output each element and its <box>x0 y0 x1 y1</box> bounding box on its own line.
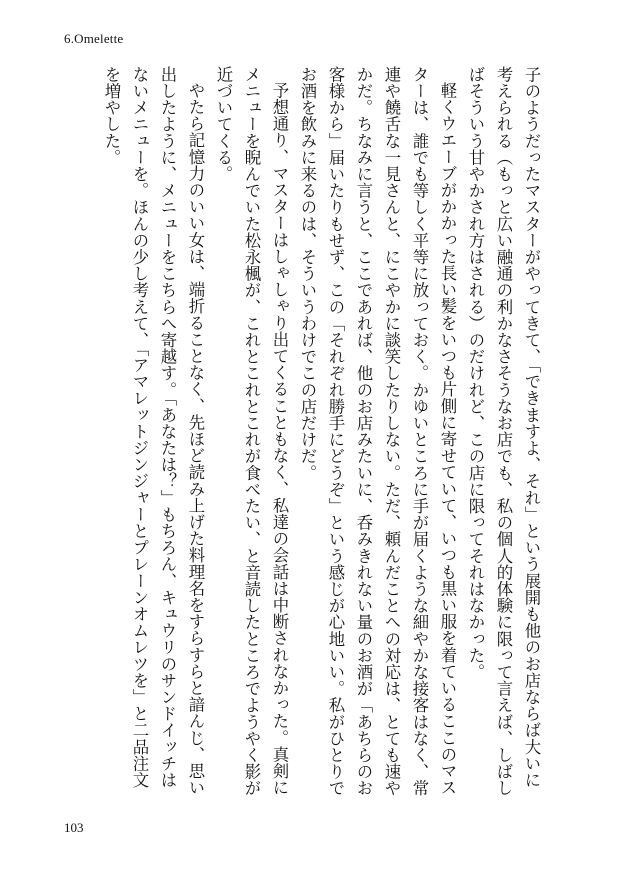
page-number: 103 <box>64 820 84 835</box>
paragraph-4: やたら記憶力のいい女は、端折ることなく、先ほど読み上げた料理名をすらすらと諳んじ、思い出したように、メニューをこちらへ寄越す。「あなたは？」もちろん、キュウリのサンドイッチはないメニューを。ほんの少し考えて、「アマレットジンジャーとプレーンオムレツを」と二品注文を増やした。 <box>102 66 205 797</box>
vertical-body-text <box>85 66 545 801</box>
paragraph-3: 予想通り、マスターはしゃしゃり出てくることもなく、私達の会話は中断されなかった。真剣にメニューを睨んでいた松永楓が、これとこれとこれが食べたい、と音読したところでようやく影が近づいてくる。 <box>214 66 289 797</box>
running-header-chapter-title: 6.Omelette <box>64 31 124 46</box>
paragraph-2: 軽くウエーブがかかった長い髪をいつも片側に寄せていて、いつも黒い服を着ているここのマスターは、誰でも等しく平等に放っておく。かゆいところに手が届くような細やかな接客はなく、常連や饒舌な一見さんと、にこやかに談笑したりしない。ただ、頼んだことへの対応は、とても速やかだ。ちなみに言うと、ここであれば、他のお店みたいに、呑みきれない量のお酒が「あちらのお客様から」届いたりもせず、この「それぞれ勝手にどうぞ」という感じが心地いい。私がひとりでお酒を飲みに来るのは、そういうわけでこの店だけだ。 <box>298 66 457 797</box>
paragraph-1: 子のようだったマスターがやってきて、「できますよ、それ」という展開も他のお店ならば大いに考えられる（もっと広い融通の利かなさそうなお店でも、私の個人的体験に限って言えば、しばしばそういう甘やかされ方はされる）のだけれど、この店に限ってそれはなかった。 <box>466 66 541 797</box>
